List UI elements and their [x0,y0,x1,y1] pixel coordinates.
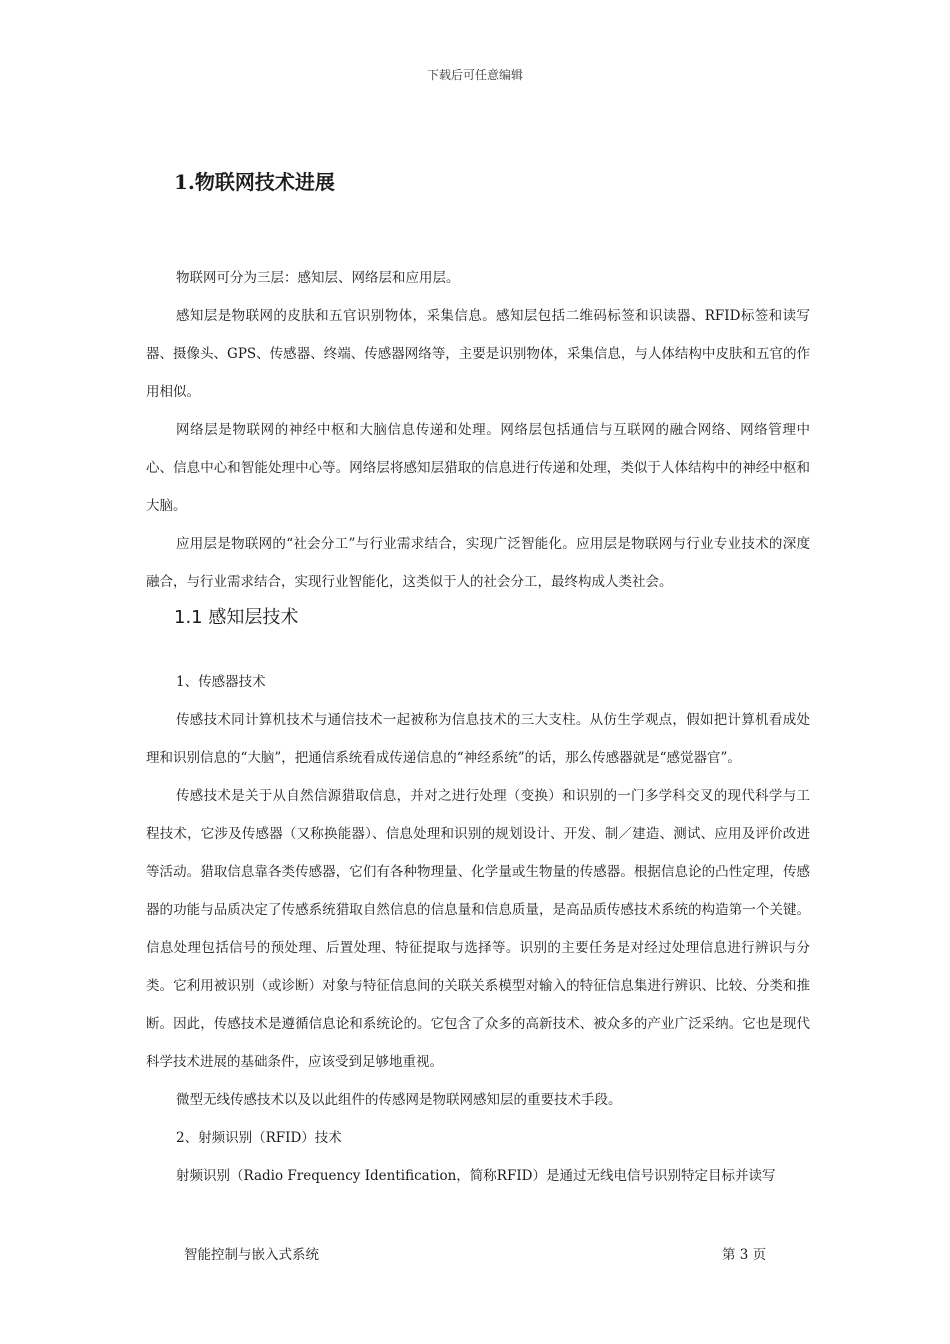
paragraph: 感知层是物联网的皮肤和五官识别物体，采集信息。感知层包括二维码标签和识读器、RFID标签和读写器、摄像头、GPS、传感器、终端、传感器网络等，主要是识别物体，采集信息，与人体结构中皮肤和五官的作用相似。 [146,308,810,400]
footer-page-number: 第 3 页 [722,1247,767,1263]
item-heading: 2、射频识别（RFID）技术 [176,1130,342,1146]
section-body [146,259,810,601]
paragraph: 物联网可分为三层：感知层、网络层和应用层。 [176,270,460,286]
paragraph: 传感技术同计算机技术与通信技术一起被称为信息技术的三大支柱。从仿生学观点，假如把计算机看成处理和识别信息的“大脑”，把通信系统看成传递信息的“神经系统”的话，那么传感器就是“感觉器官”。 [146,712,810,766]
paragraph: 传感技术是关于从自然信源猎取信息，并对之进行处理（变换）和识别的一门多学科交叉的现代科学与工程技术，它涉及传感器（又称换能器）、信息处理和识别的规划设计、开发、制／建造、测试、应用及评价改进等活动。猎取信息靠各类传感器，它们有各种物理量、化学量或生物量的传感器。根据信息论的凸性定理，传感器的功能与品质决定了传感系统猎取自然信息的信息量和信息质量，是高品质传感技术系统的构造第一个关键。信息处理包括信号的预处理、后置处理、特征提取与选择等。识别的主要任务是对经过处理信息进行辨识与分类。它利用被识别（或诊断）对象与特征信息间的关联关系模型对输入的特征信息集进行辨识、比较、分类和推断。因此，传感技术是遵循信息论和系统论的。它包含了众多的高新技术、被众多的产业广泛采纳。它也是现代科学技术进展的基础条件，应该受到足够地重视。 [146,788,810,1070]
subsection-title: 1.1 感知层技术 [174,607,299,628]
footer-course: 智能控制与嵌入式系统 [184,1247,319,1263]
paragraph: 射频识别（Radio Frequency Identification，简称RFID）是通过无线电信号识别特定目标并读写 [176,1168,776,1184]
paragraph: 应用层是物联网的“社会分工”与行业需求结合，实现广泛智能化。应用层是物联网与行业专业技术的深度融合，与行业需求结合，实现行业智能化，这类似于人的社会分工，最终构成人类社会。 [146,536,810,590]
paragraph: 网络层是物联网的神经中枢和大脑信息传递和处理。网络层包括通信与互联网的融合网络、网络管理中心、信息中心和智能处理中心等。网络层将感知层猎取的信息进行传递和处理，类似于人体结构中的神经中枢和大脑。 [146,422,810,514]
header-note: 下载后可任意编辑 [426,68,523,82]
item-heading: 1、传感器技术 [176,674,266,690]
subsection-body [146,663,810,1195]
paragraph: 微型无线传感技术以及以此组件的传感网是物联网感知层的重要技术手段。 [176,1092,622,1108]
section-title: 1.物联网技术进展 [174,170,335,194]
